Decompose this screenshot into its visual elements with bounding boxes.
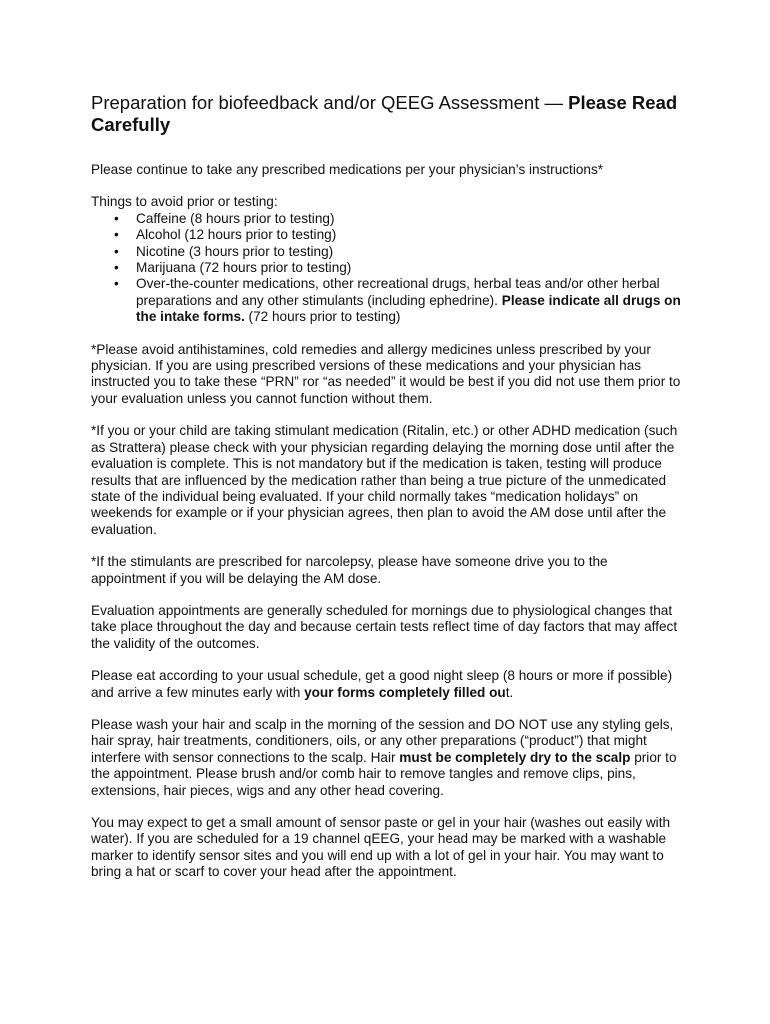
bullet-icon: • <box>114 243 119 259</box>
wash-after-text: prior to the appointment. Please brush and/or comb hair to remove tangles and remove clips, pins, extensions, hair pieces, wigs and any other head covering. <box>91 749 677 798</box>
stimulant-paragraph: *If you or your child are taking stimulant medication (Ritalin, etc.) or other ADHD medication (such as Strattera) please check with your physician regarding delaying the morning dose until after the evaluation is complete. This is not mandatory but if the medication is taken, testing will produce results that are influenced by the medication rather than being a true picture of the unmedicated state of the individual being evaluated. If your child normally takes “medication holidays” on weekends for example or if your physician agrees, then plan to avoid the AM dose until after the evaluation. <box>91 423 678 537</box>
list-item <box>114 243 682 260</box>
eat-text: Please eat according to your usual schedule, get a good night sleep (8 hours or more if possible) and arrive a few minutes early with <box>91 668 673 700</box>
list-item <box>114 260 682 276</box>
list-item-after-text: (72 hours prior to testing) <box>244 309 401 325</box>
avoid-heading: Things to avoid prior or testing: <box>91 194 278 210</box>
wash-paragraph <box>91 717 682 799</box>
eat-after-text: t. <box>505 684 514 700</box>
paste-paragraph: You may expect to get a small amount of sensor paste or gel in your hair (washes out easily with water). If you are scheduled for a 19 channel qEEG, your head may be marked with a washable marker to identify sensor sites and you will end up with a lot of gel in your hair. You may want to bring a hat or scarf to cover your head after the appointment. <box>91 815 671 880</box>
wash-text: Please wash your hair and scalp in the morning of the session and DO NOT use any styling gels, hair spray, hair treatments, conditioners, oils, or any other preparations (“product”) that might interfere with sensor connections to the scalp. Hair <box>91 716 674 765</box>
avoid-list <box>91 211 682 326</box>
antihistamines-paragraph: *Please avoid antihistamines, cold remedies and allergy medicines unless prescribed by your physician. If you are using prescribed versions of these medications and your physician has instructed you to take these “PRN” ror “as needed” it would be best if you did not use them prior to your evaluation unless you cannot function without them. <box>91 341 681 406</box>
bullet-icon: • <box>114 210 119 226</box>
list-item-text: Nicotine (3 hours prior to testing) <box>136 243 334 259</box>
intro-paragraph: Please continue to take any prescribed medications per your physician’s instructions* <box>91 162 604 177</box>
title-bold-text: Please Read Carefully <box>91 92 678 135</box>
list-item-text: Over-the-counter medications, other recreational drugs, herbal teas and/or other herbal preparations and any other stimulants (including ephedrine). <box>136 276 660 308</box>
list-item-text: Marijuana (72 hours prior to testing) <box>136 260 352 276</box>
bullet-icon: • <box>114 276 119 292</box>
page-title <box>91 92 682 136</box>
list-item-text: Caffeine (8 hours prior to testing) <box>136 210 335 226</box>
list-item <box>114 227 682 243</box>
eat-bold-text: your forms completely filled ou <box>304 684 506 700</box>
title-normal-text: Preparation for biofeedback and/or QEEG Assessment — <box>91 92 569 113</box>
bullet-icon: • <box>114 260 119 276</box>
bullet-icon: • <box>114 227 119 243</box>
eat-paragraph <box>91 668 682 701</box>
list-item-bold-text: Please indicate all drugs on the intake forms. <box>136 292 681 325</box>
list-item <box>114 210 682 227</box>
wash-bold-text: must be completely dry to the scalp <box>399 749 631 765</box>
narcolepsy-paragraph: *If the stimulants are prescribed for narcolepsy, please have someone drive you to the appointment if you will be delaying the AM dose. <box>91 554 608 586</box>
list-item <box>114 276 682 325</box>
mornings-paragraph: Evaluation appointments are generally scheduled for mornings due to physiological changes that take place throughout the day and because certain tests reflect time of day factors that may affect the validity of the outcomes. <box>91 602 678 651</box>
list-item-text: Alcohol (12 hours prior to testing) <box>136 227 337 243</box>
